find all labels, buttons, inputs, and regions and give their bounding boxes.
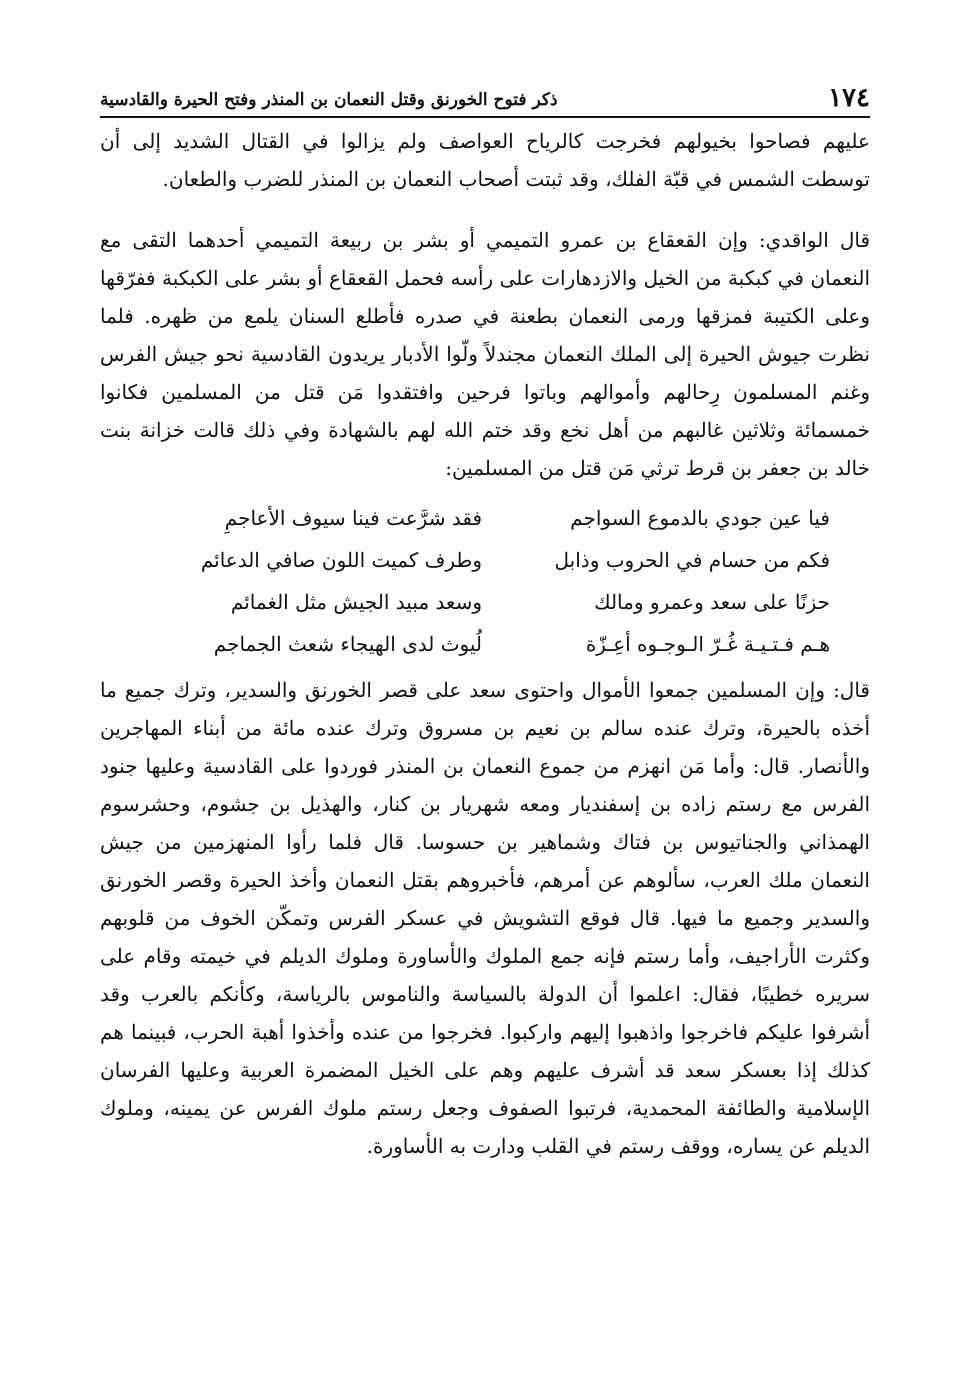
verse-second-hemistich: لُيوث لدى الهيجاء شعث الجماجم (213, 632, 482, 656)
paragraph-gap (100, 198, 870, 221)
running-title: ذكر فتوح الخورنق وقتل النعمان بن المنذر وفتح الحيرة والقادسية (100, 90, 558, 110)
page-body (100, 122, 870, 1165)
paragraph-1: عليهم فصاحوا بخيولهم فخرجت كالرياح العواصف ولم يزالوا في القتال الشديد إلى أن توسطت الشمس في قبّة الفلك، وقد ثبتت أصحاب النعمان بن المنذر للضرب والطعان. (100, 129, 870, 191)
paragraph-2: قال الواقدي: وإن القعقاع بن عمرو التميمي أو بشر بن ربيعة التميمي أحدهما التقى مع النعمان في كبكبة من الخيل والازدهارات على رأسه فحمل القعقاع أو بشر على الكبكبة ففرّقها وعلى الكتيبة فمزقها ورمى النعمان بطعنة في صدره فأطلع السنان يلمع من ظهره. فلما نظرت جيوش الحيرة إلى الملك النعمان مجندلاً ولّوا الأدبار يريدون القادسية نحو جيش الفرس وغنم المسلمون رِحالهم وأموالهم وباتوا فرحين وافتقدوا مَن قتل من المسلمين فكانوا خمسمائة وثلاثين غالبهم من أهل نخع وقد ختم الله لهم بالشهادة وفي ذلك قالت خزانة بنت خالد بن جعفر بن قرط ترثي مَن قتل من المسلمين: (100, 228, 870, 480)
poem-verse (100, 623, 870, 665)
page-header (100, 78, 870, 114)
verse-second-hemistich: وسعد مبيد الجيش مثل الغمائم (230, 590, 482, 614)
poem-verse (100, 581, 870, 623)
verse-first-hemistich: حزنًا على سعد وعمرو ومالك (594, 590, 830, 614)
header-rule (100, 116, 870, 118)
poem (100, 497, 870, 665)
verse-second-hemistich: فقد شرَّعت فينا سيوف الأعاجمِ (224, 506, 482, 530)
verse-first-hemistich: فيا عين جودي بالدموع السواجم (570, 506, 830, 530)
verse-second-hemistich: وطرف كميت اللون صافي الدعائم (200, 548, 482, 572)
paragraph-3: قال: وإن المسلمين جمعوا الأموال واحتوى سعد على قصر الخورنق والسدير، وترك جميع ما أخذه بالحيرة، وترك عنده سالم بن نعيم بن مسروق وترك عنده مائة من أبناء المهاجرين والأنصار. قال: وأما مَن انهزم من جموع النعمان بن المنذر فوردوا على القادسية وعليها جنود الفرس مع رستم زاده بن إسفنديار ومعه شهريار بن كنار، والهذيل بن جشوم، وحشرسوم الهمذاني والجناتيوس بن فتاك وشماهير بن حسوسا. قال فلما رأوا المنهزمين من جيش النعمان ملك العرب، سألوهم عن أمرهم، فأخبروهم بقتل النعمان وأخذ الحيرة وقصر الخورنق والسدير وجميع ما فيها. قال فوقع التشويش في عسكر الفرس وتمكّن الخوف من قلوبهم وكثرت الأراجيف، وأما رستم فإنه جمع الملوك والأساورة وملوك الديلم في خيمته وقام على سريره خطيبًا، فقال: اعلموا أن الدولة بالسياسة والناموس بالرياسة، وكأنكم بالعرب وقد أشرفوا عليكم فاخرجوا واذهبوا إليهم واركبوا. فخرجوا من عنده وأخذوا أهبة الحرب، فبينما هم كذلك إذا بعسكر سعد قد أشرف عليهم وهم على الخيل المضمرة العربية وعليها الفرسان الإسلامية والطائفة المحمدية، فرتبوا الصفوف وجعل رستم ملوك الفرس عن يمينه، وملوك الديلم عن يساره، ووقف رستم في القلب ودارت به الأساورة. (100, 678, 871, 1158)
page-number: ١٧٤ (828, 83, 870, 113)
poem-verse (100, 539, 870, 581)
verse-first-hemistich: فكم من حسام في الحروب وذابل (554, 548, 830, 572)
verse-first-hemistich: هـم فـتـيـة غُـرّ الـوجـوه أعِـزّة (585, 632, 830, 656)
poem-verse (100, 497, 870, 539)
